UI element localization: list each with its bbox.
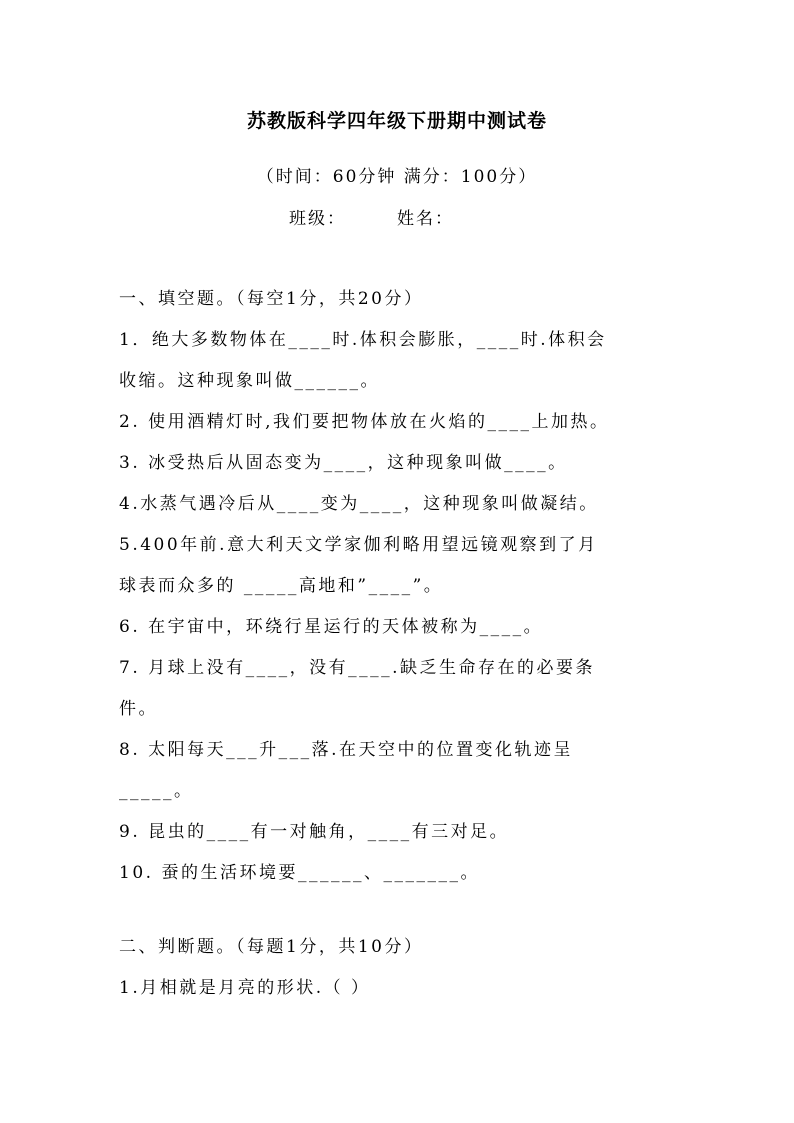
question-line: 4.水蒸气遇冷后从____变为____，这种现象叫做凝结。 [119, 494, 599, 514]
section-heading-fill-blank: 一、填空题。（每空1分，共20分） [119, 289, 424, 309]
question-line: 10. 蚕的生活环境要______、_______。 [119, 863, 480, 883]
question-line: 件。 [119, 699, 158, 719]
question-line: 5.400年前.意大利天文学家伽利略用望远镜观察到了月 [119, 535, 598, 555]
exam-content [119, 286, 699, 1016]
question-line: 1.月相就是月亮的形状.（ ） [119, 978, 371, 998]
exam-time-info: （时间：60分钟 满分：100分） [256, 167, 538, 187]
question-line: 6. 在宇宙中，环绕行星运行的天体被称为____。 [119, 617, 544, 637]
question-line: 收缩。这种现象叫做______。 [119, 371, 380, 391]
page-title: 苏教版科学四年级下册期中测试卷 [246, 110, 547, 132]
section-heading-true-false: 二、判断题。（每题1分，共10分） [119, 937, 424, 957]
name-label: 姓名： [397, 209, 454, 229]
question-line: 8. 太阳每天___升___落.在天空中的位置变化轨迹呈 [119, 740, 574, 760]
question-line: 3. 冰受热后从固态变为____，这种现象叫做____。 [119, 453, 568, 473]
question-line: _____。 [119, 781, 194, 801]
question-line: 7. 月球上没有____，没有____.缺乏生命存在的必要条 [119, 658, 596, 678]
question-line: 2. 使用酒精灯时,我们要把物体放在火焰的____上加热。 [119, 412, 610, 432]
question-line: 球表而众多的 _____高地和”____”。 [119, 576, 444, 596]
question-line: 1．绝大多数物体在____时.体积会膨胀，____时.体积会 [119, 330, 607, 350]
class-label: 班级： [289, 209, 346, 229]
question-line: 9. 昆虫的____有一对触角，____有三对足。 [119, 822, 510, 842]
section-gap [119, 901, 699, 934]
